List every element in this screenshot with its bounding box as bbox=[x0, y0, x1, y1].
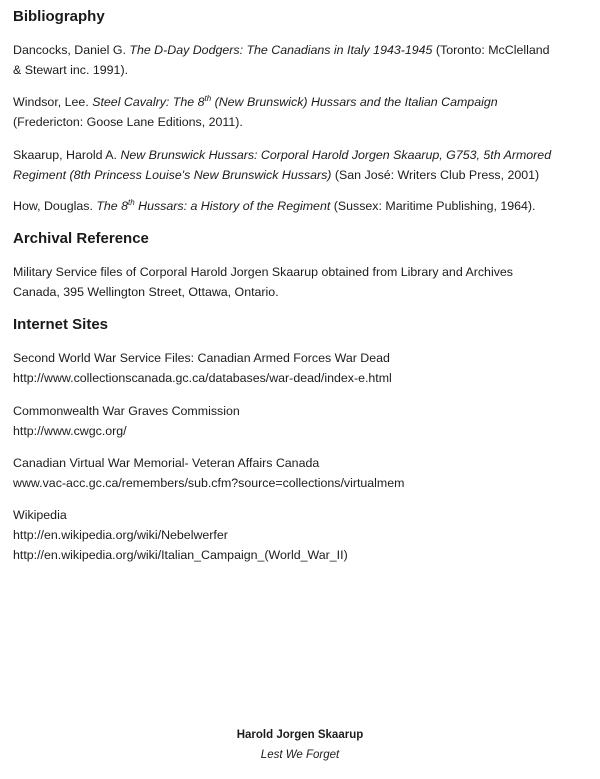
bibliography-entry-4 bbox=[13, 196, 578, 216]
internet-site-1 bbox=[13, 348, 578, 388]
site-url[interactable]: www.vac-acc.gc.ca/remembers/sub.cfm?source=collections/virtualmem bbox=[13, 476, 405, 490]
entry-author: Skaarup, Harold A. bbox=[13, 148, 121, 162]
entry-title: New Brunswick Hussars: Corporal Harold Jorgen Skaarup, G753, 5th Armored bbox=[120, 148, 552, 162]
bibliography-entry-1 bbox=[13, 40, 578, 80]
archival-entry bbox=[13, 262, 578, 302]
archival-text-cont: Canada, 395 Wellington Street, Ottawa, Ontario. bbox=[13, 285, 279, 299]
entry-author: How, Douglas. bbox=[13, 199, 97, 213]
site-url-2[interactable]: http://en.wikipedia.org/wiki/Italian_Campaign_(World_War_II) bbox=[13, 548, 348, 562]
entry-title-cont: (New Brunswick) Hussars and the Italian Campaign bbox=[211, 95, 498, 109]
internet-site-2 bbox=[13, 401, 578, 441]
site-name: Second World War Service Files: Canadian Armed Forces War Dead bbox=[13, 351, 390, 365]
site-url[interactable]: http://www.cwgc.org/ bbox=[13, 424, 127, 438]
internet-site-4 bbox=[13, 505, 578, 565]
entry-publisher: (Sussex: Maritime Publishing, 1964). bbox=[330, 199, 536, 213]
bibliography-heading: Bibliography bbox=[13, 8, 105, 25]
entry-title: Steel Cavalry: The 8 bbox=[92, 95, 205, 109]
entry-author: Dancocks, Daniel G. bbox=[13, 43, 130, 57]
archival-text: Military Service files of Corporal Harold Jorgen Skaarup obtained from Library and Archives bbox=[13, 265, 513, 279]
site-name: Canadian Virtual War Memorial- Veteran Affairs Canada bbox=[13, 456, 320, 470]
entry-publisher: (San José: Writers Club Press, 2001) bbox=[331, 168, 540, 182]
page-footer bbox=[0, 725, 600, 765]
entry-title-cont: Regiment (8th Princess Louise's New Brunswick Hussars) bbox=[13, 168, 332, 182]
archival-heading: Archival Reference bbox=[13, 230, 149, 247]
footer-motto: Lest We Forget bbox=[260, 749, 340, 761]
entry-title: The D-Day Dodgers: The Canadians in Italy 1943-1945 bbox=[129, 43, 433, 57]
site-name: Wikipedia bbox=[13, 508, 67, 522]
internet-heading: Internet Sites bbox=[13, 316, 109, 333]
entry-publisher: (Toronto: McClelland bbox=[432, 43, 550, 57]
site-name: Commonwealth War Graves Commission bbox=[13, 404, 240, 418]
entry-title-cont: Hussars: a History of the Regiment bbox=[134, 199, 331, 213]
entry-publisher-cont: & Stewart inc. 1991). bbox=[13, 63, 129, 77]
entry-title-superscript: th bbox=[128, 197, 135, 207]
footer-author: Harold Jorgen Skaarup bbox=[236, 729, 364, 741]
internet-site-3 bbox=[13, 453, 578, 493]
entry-title-superscript: th bbox=[204, 93, 212, 103]
bibliography-entry-2 bbox=[13, 92, 578, 132]
entry-title: The 8 bbox=[96, 199, 129, 213]
entry-publisher: (Fredericton: Goose Lane Editions, 2011). bbox=[13, 115, 243, 129]
entry-author: Windsor, Lee. bbox=[13, 95, 93, 109]
site-url[interactable]: http://www.collectionscanada.gc.ca/databases/war-dead/index-e.html bbox=[13, 371, 392, 385]
bibliography-entry-3 bbox=[13, 145, 578, 185]
site-url[interactable]: http://en.wikipedia.org/wiki/Nebelwerfer bbox=[13, 528, 228, 542]
